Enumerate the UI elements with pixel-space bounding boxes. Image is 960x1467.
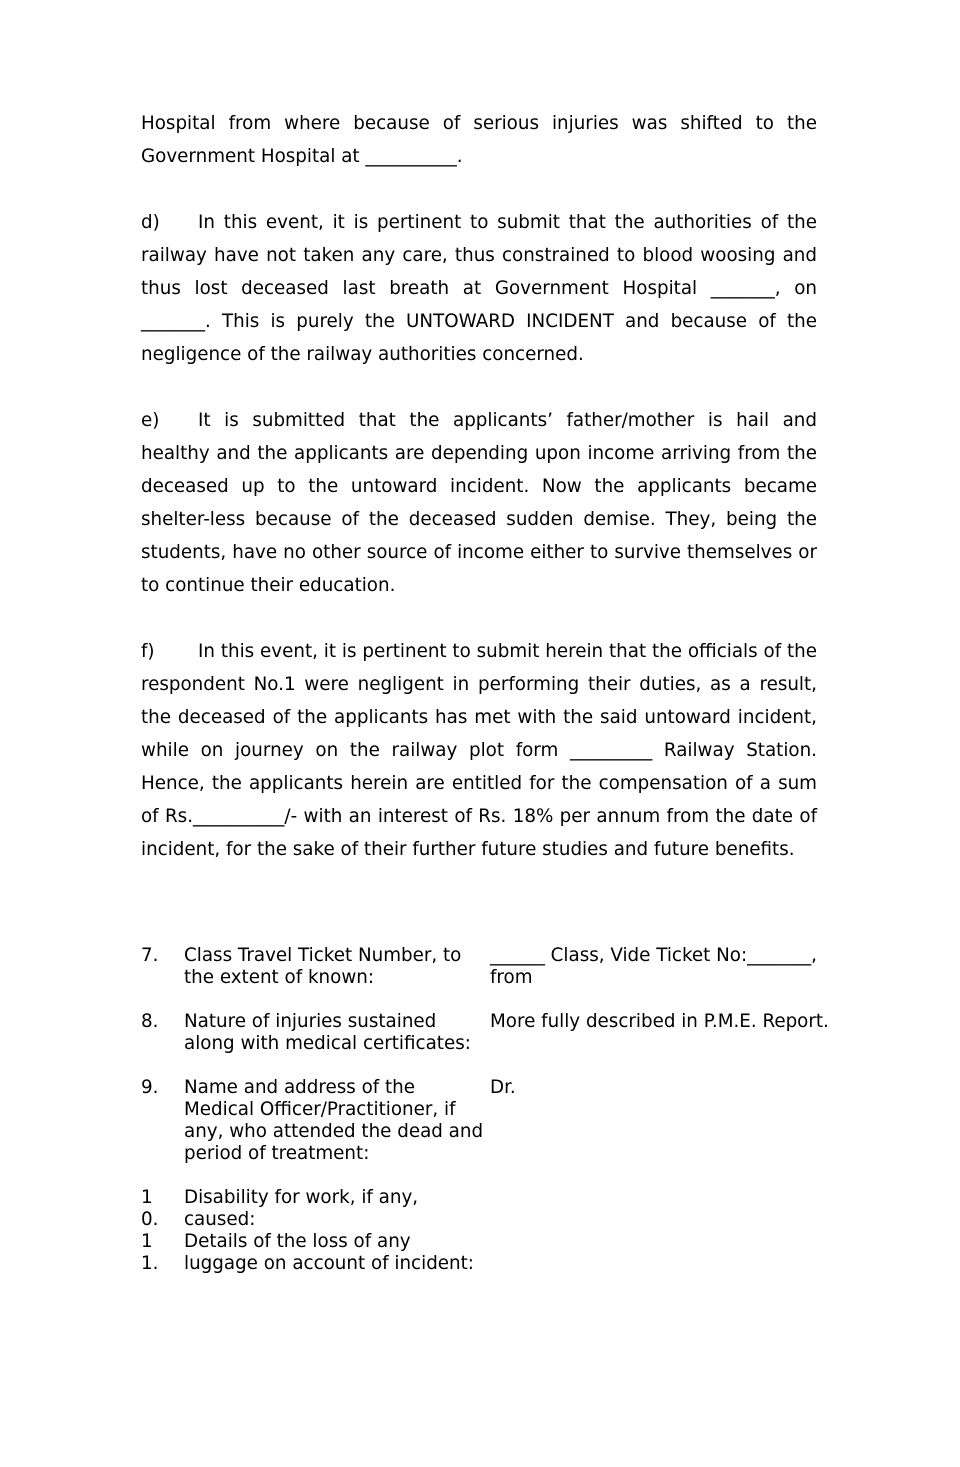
paragraph-label: d)	[141, 212, 160, 233]
document-body	[141, 107, 817, 866]
item-question: Name and address of the Medical Officer/Practitioner, if any, who attended the dead and period of treatment:	[184, 1077, 484, 1164]
item-question: Disability for work, if any, caused:	[184, 1187, 419, 1230]
paragraph-text: It is submitted that the applicants’ father/mother is hail and healthy and the applicants are depending upon income arriving from the deceased up to the untoward incident. Now the applicants became shelter-less because of the deceased sudden demise. They, being the students, have no other source of income either to survive themselves or to continue their education.	[141, 410, 817, 596]
table-row-9	[141, 1077, 841, 1165]
paragraph-continuation	[141, 107, 817, 173]
particulars-table	[141, 945, 841, 1297]
item-question: Details of the loss of any luggage on account of incident:	[184, 1231, 474, 1274]
item-answer: More fully described in P.M.E. Report.	[490, 1011, 829, 1032]
paragraph-text: Hospital from where because of serious injuries was shifted to the Government Hospital at __________.	[141, 113, 817, 167]
table-row-8	[141, 1011, 841, 1055]
item-answer	[490, 1231, 841, 1275]
paragraph-label: f)	[141, 641, 155, 662]
item-question: Nature of injuries sustained along with medical certificates:	[184, 1011, 471, 1054]
item-number: 11.	[141, 1231, 159, 1274]
item-number: 8.	[141, 1011, 159, 1032]
paragraph-text: In this event, it is pertinent to submit that the authorities of the railway have not taken any care, thus constrained to blood woosing and thus lost deceased last breath at Government Hospital _______, on _______. This is purely the UNTOWARD INCIDENT and because of the negligence of the railway authorities concerned.	[141, 212, 817, 365]
paragraph-e	[141, 404, 817, 602]
item-number: 9.	[141, 1077, 159, 1098]
item-number: 7.	[141, 945, 159, 966]
paragraph-label: e)	[141, 410, 160, 431]
item-number: 10.	[141, 1187, 159, 1230]
item-answer	[490, 1187, 841, 1231]
paragraph-f	[141, 635, 817, 866]
item-answer: ______ Class, Vide Ticket No:_______, from	[490, 945, 823, 988]
table-row-11	[141, 1231, 841, 1275]
table-row-7	[141, 945, 841, 989]
item-question: Class Travel Ticket Number, to the extent of known:	[184, 945, 462, 988]
table-row-10	[141, 1187, 841, 1231]
paragraph-d	[141, 206, 817, 371]
item-answer: Dr.	[490, 1077, 516, 1098]
paragraph-text: In this event, it is pertinent to submit herein that the officials of the respondent No.1 were negligent in performing their duties, as a result, the deceased of the applicants has met with the said untoward incident, while on journey on the railway plot form _________ Railway Station. Hence, the applicants herein are entitled for the compensation of a sum of Rs.__________/- with an interest of Rs. 18% per annum from the date of incident, for the sake of their further future studies and future benefits.	[141, 641, 817, 860]
